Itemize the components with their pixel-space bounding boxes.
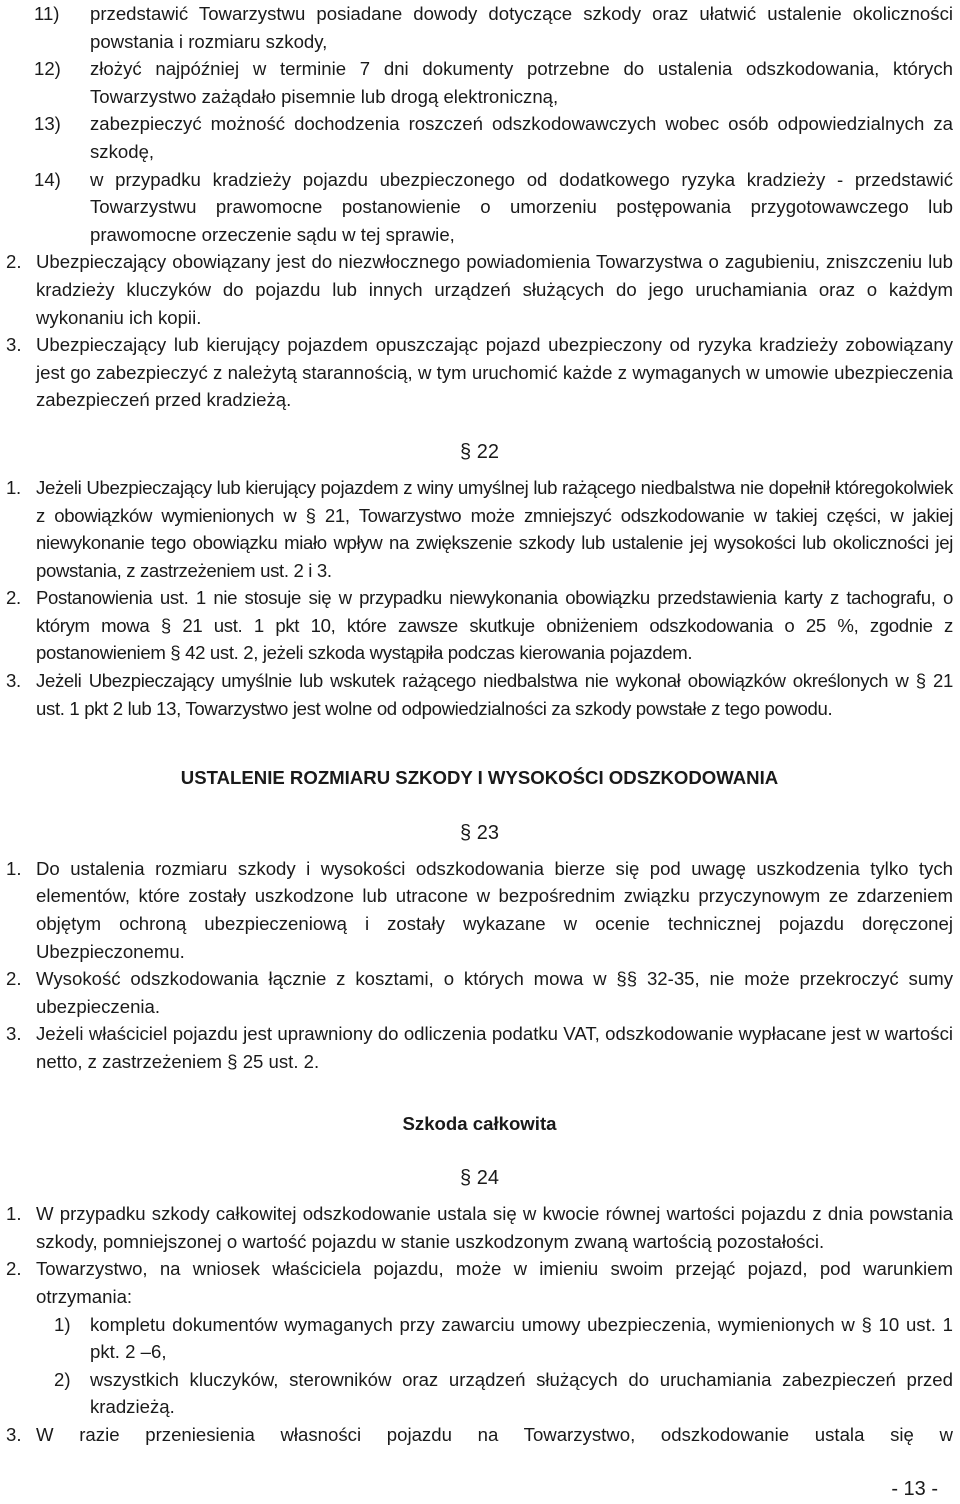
item-number: 14): [34, 168, 61, 190]
item-text: Jeżeli Ubezpieczający umyślnie lub wskutek rażącego niedbalstwa nie wykonał obowiązków określonych w § 21 ust. 1 pkt 2 lub 13, Towarzystwo jest wolne od odpowiedzialności za szkody powstałe z tego powodu.: [36, 670, 953, 719]
section-23-mark: § 23: [460, 821, 499, 844]
list-item: [6, 55, 953, 110]
item-text: Ubezpieczający lub kierujący pojazdem opuszczając pojazd ubezpieczony od ryzyka kradzieży zobowiązany jest go zabezpieczyć z należytą starannością, w tym uruchomić każde z wymaganych w umowie ubezpieczenia zabezpieczeń przed kradzieżą.: [36, 334, 953, 411]
heading-main: USTALENIE ROZMIARU SZKODY I WYSOKOŚCI ODSZKODOWANIA: [180, 767, 779, 789]
list-item: [6, 1311, 953, 1366]
item-text: Postanowienia ust. 1 nie stosuje się w przypadku niewykonania obowiązku przedstawienia karty z tachografu, o którym mowa § 21 ust. 1 pkt 10, które zawsze skutkuje obniżeniem odszkodowania o 25 %, zgodnie z postanowieniem § 42 ust. 2, jeżeli szkoda wystąpiła podczas kierowania pojazdem.: [36, 587, 953, 664]
item-number: 2.: [6, 587, 21, 609]
item-text: złożyć najpóźniej w terminie 7 dni dokumenty potrzebne do ustalenia odszkodowania, których Towarzystwo zażądało pisemnie lub drogą elektroniczną,: [90, 58, 953, 107]
item-text: Jeżeli właściciel pojazdu jest uprawniony do odliczenia podatku VAT, odszkodowanie wypłacane jest w wartości netto, z zastrzeżeniem § 25 ust. 2.: [36, 1023, 953, 1072]
list-item: [6, 1421, 953, 1449]
list-item: [6, 166, 953, 249]
section-24-points: [6, 1200, 953, 1448]
item-number: 2.: [6, 1258, 22, 1280]
section-21-points: [6, 248, 953, 414]
item-number: 3.: [6, 1023, 22, 1045]
item-number: 13): [34, 113, 61, 135]
item-number: 3.: [6, 334, 22, 356]
item-text: Do ustalenia rozmiaru szkody i wysokości odszkodowania bierze się pod uwagę uszkodzenia tylko tych elementów, które zostały uszkodzone lub utracone w bezpośrednim związku przyczynowym ze zdarzeniem objętym ochroną ubezpieczeniową i zostały wykazane w ocenie technicznej pojazdu doręczonej Ubezpieczonemu.: [36, 857, 953, 962]
item-text: przedstawić Towarzystwu posiadane dowody dotyczące szkody oraz ułatwić ustalenie okoliczności powstania i rozmiaru szkody,: [90, 3, 953, 52]
item-text: W przypadku szkody całkowitej odszkodowanie ustala się w kwocie równej wartości pojazdu z dnia powstania szkody, pomniejszonej o wartość pojazdu w stanie uszkodzonym zwaną wartością pozostałości.: [36, 1203, 953, 1252]
item-text: wszystkich kluczyków, sterowników oraz urządzeń służących do uruchamiania zabezpieczeń przed kradzieżą.: [90, 1368, 953, 1418]
list-item: [6, 331, 953, 414]
section-22-mark: § 22: [460, 440, 499, 463]
list-item: [6, 855, 953, 965]
list-item: [6, 1200, 953, 1255]
item-text: W razie przeniesienia własności pojazdu na Towarzystwo, odszkodowanie ustala się w: [36, 1423, 953, 1445]
list-item: [6, 0, 953, 55]
list-points-11-14: [6, 0, 953, 248]
item-text: Towarzystwo, na wniosek właściciela pojazdu, może w imieniu swoim przejąć pojazd, pod warunkiem otrzymania:: [36, 1258, 953, 1307]
item-number: 1.: [6, 1203, 22, 1225]
item-number: 3.: [6, 1423, 22, 1445]
item-text: zabezpieczyć możność dochodzenia roszczeń odszkodowawczych wobec osób odpowiedzialnych za szkodę,: [90, 113, 953, 162]
item-number: 1.: [6, 857, 22, 879]
list-item: [6, 965, 953, 1020]
item-text: kompletu dokumentów wymaganych przy zawarciu umowy ubezpieczenia, wymienionych w § 10 ust. 1 pkt. 2 –6,: [90, 1313, 953, 1363]
list-item: [6, 474, 953, 584]
list-item: [6, 1255, 953, 1310]
list-item: [6, 248, 953, 331]
item-text: Wysokość odszkodowania łącznie z kosztami, o których mowa w §§ 32-35, nie może przekroczyć sumy ubezpieczenia.: [36, 968, 953, 1017]
item-number: 2.: [6, 968, 22, 990]
item-text: w przypadku kradzieży pojazdu ubezpieczonego od dodatkowego ryzyka kradzieży - przedstawić Towarzystwu prawomocne postanowienie o umorzeniu postępowania przygotowawczego lub prawomocne orzeczenie sądu w tej sprawie,: [90, 168, 953, 245]
list-item: [6, 1366, 953, 1421]
item-number: 2.: [6, 251, 22, 273]
list-item: [6, 1020, 953, 1075]
list-item: [6, 584, 953, 667]
list-item: [6, 110, 953, 165]
item-number: 1.: [6, 476, 21, 498]
item-number: 2): [54, 1368, 71, 1390]
list-item: [6, 667, 953, 722]
section-23-points: [6, 855, 953, 1076]
heading-sub: Szkoda całkowita: [402, 1112, 557, 1134]
section-24-mark: § 24: [460, 1167, 499, 1190]
item-text: Jeżeli Ubezpieczający lub kierujący pojazdem z winy umyślnej lub rażącego niedbalstwa nie dopełnił któregokolwiek z obowiązków wymienionych w § 21, Towarzystwo może zmniejszyć odszkodowanie w takiej części, w jakiej niewykonanie tego obowiązku miało wpływ na zwiększenie szkody lub ustalenie jej wysokości lub okoliczności jej powstania, z zastrzeżeniem ust. 2 i 3.: [36, 476, 953, 581]
item-number: 1): [54, 1313, 71, 1335]
item-number: 12): [34, 58, 61, 80]
item-number: 11): [34, 3, 60, 24]
item-text: Ubezpieczający obowiązany jest do niezwłocznego powiadomienia Towarzystwa o zagubieniu, zniszczeniu lub kradzieży kluczyków do pojazdu lub innych urządzeń służących do jego uruchamiania oraz o każdym wykonaniu ich kopii.: [36, 251, 953, 328]
section-22-points: [6, 474, 953, 722]
page-number: - 13 -: [891, 1478, 938, 1500]
item-number: 3.: [6, 670, 21, 692]
